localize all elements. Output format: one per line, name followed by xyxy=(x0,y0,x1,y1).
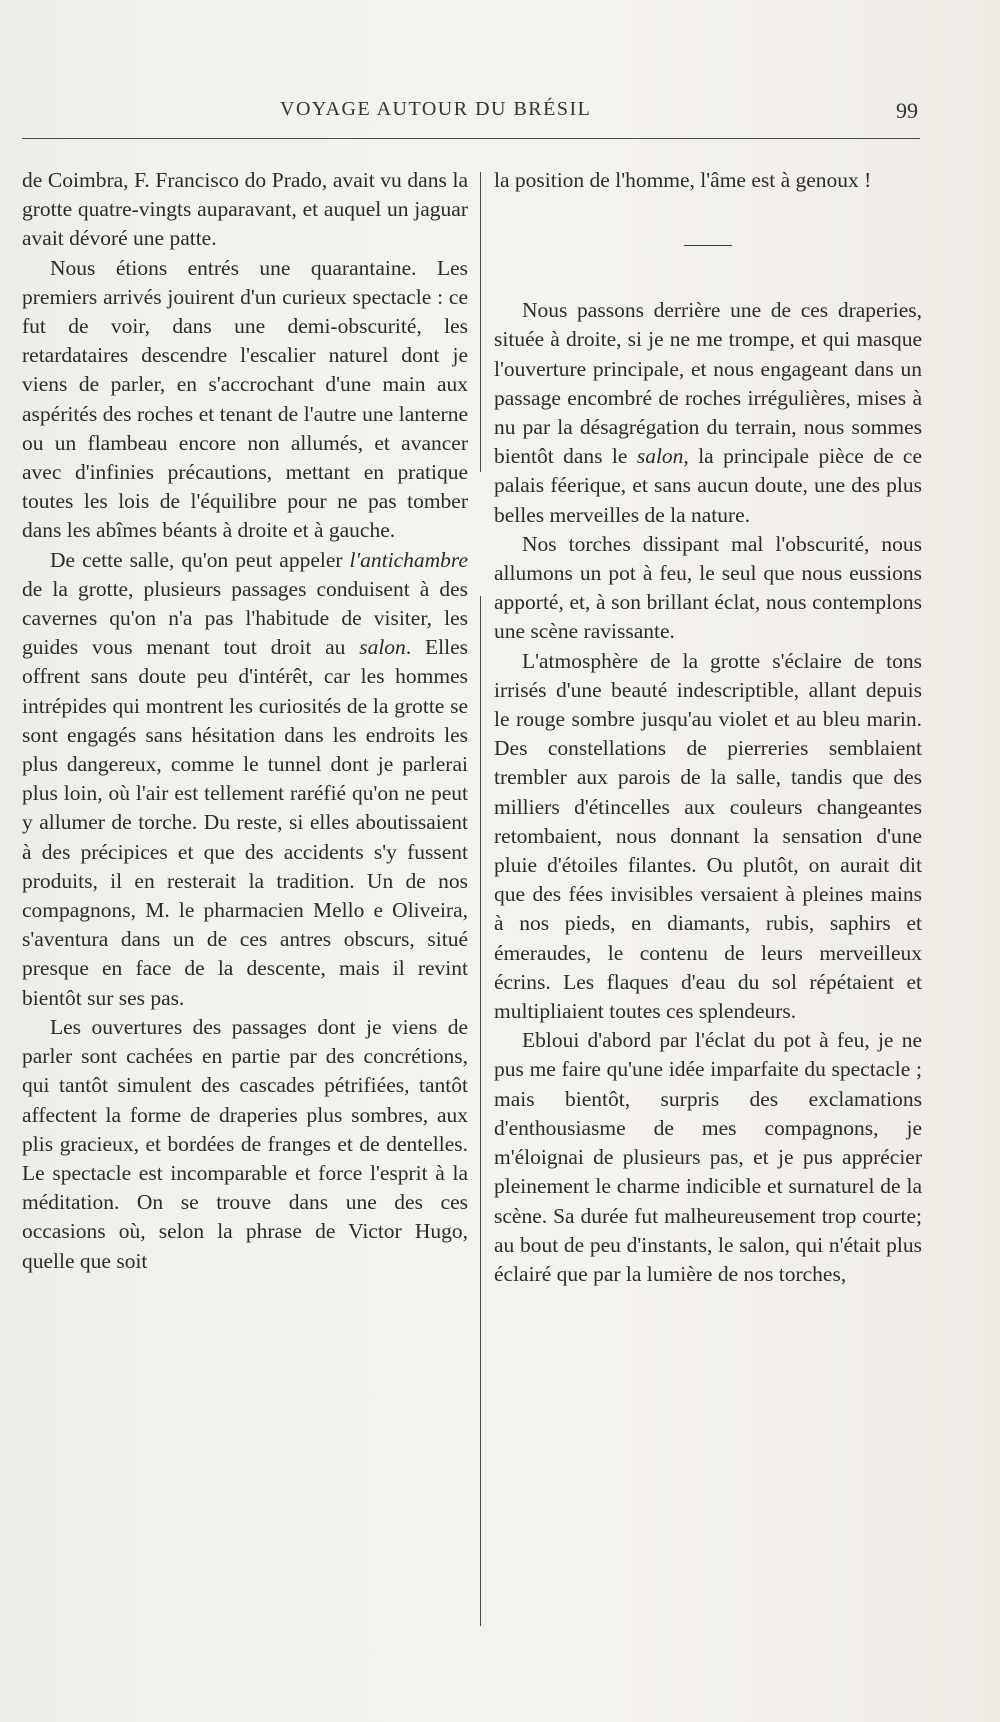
right-paragraph-2 xyxy=(494,296,922,530)
left-paragraph-3-part-c: . Elles offrent sans doute peu d'intérêt, car les hommes intrépides qui montrent les curiosités de la grotte se sont engagés sans hésitation dans les endroits les plus dangereux, comme le tunnel dont je parlerai plus loin, où l'air est tellement raréfié qu'on ne peut y allumer de torche. Du reste, si elles aboutissaient à des précipices et que des accidents s'y fussent produits, il en resterait la tradition. Un de nos compagnons, M. le pharmacien Mello e Oliveira, s'aventura dans un de ces antres obscurs, situé presque en face de la descente, mais il revint bientôt sur ses pas. xyxy=(22,635,468,1010)
running-title: VOYAGE AUTOUR DU BRÉSIL xyxy=(280,98,592,120)
antichambre-italic: l'antichambre xyxy=(349,547,468,572)
left-paragraph-1: de Coimbra, F. Francisco do Prado, avait vu dans la grotte quatre-vingts auparavant, et auquel un jaguar avait dévoré une patte. xyxy=(22,168,468,251)
right-column xyxy=(494,166,922,1289)
right-paragraph-2-part-a: Nous passons derrière une de ces draperies, située à droite, si je ne me trompe, et qui masque l'ouverture principale, et nous engageant dans un passage encombré de roches irrégulières, mises à nu par la désagrégation du terrain, nous sommes bientôt dans le xyxy=(494,298,922,469)
column-divider-top xyxy=(480,172,481,472)
salon-italic: salon xyxy=(359,635,406,660)
left-column xyxy=(22,166,468,1276)
right-paragraph-4: L'atmosphère de la grotte s'éclaire de tons irrisés d'une beauté indescriptible, allant depuis le rouge sombre jusqu'au violet et au bleu marin. Des constellations de pierreries semblaient trembler aux parois de la salle, tandis que des milliers d'étincelles aux couleurs changeantes retombaient, nous donnant la sensation d'une pluie d'étoiles filantes. Ou plutôt, on aurait dit que des fées invisibles versaient à pleines mains à nos pieds, en diamants, rubis, saphirs et émeraudes, le contenu de leurs merveilleux écrins. Les flaques d'eau du sol répétaient et multipliaient toutes ces splendeurs. xyxy=(494,648,922,1024)
column-divider-bottom xyxy=(480,596,481,1626)
left-paragraph-3-part-b: de la grotte, plusieurs passages conduisent à des cavernes qu'on n'a pas l'habitude de visiter, les guides vous menant tout droit au xyxy=(22,576,468,660)
page-number: 99 xyxy=(896,98,918,123)
section-break-rule xyxy=(684,245,732,246)
salon-italic-right: salon xyxy=(636,444,684,469)
left-paragraph-2: Nous étions entrés une quarantaine. Les premiers arrivés jouirent d'un curieux spectacle : ce fut de voir, dans une demi-obscurité, les retardataires descendre l'escalier naturel dont je viens de parler, en s'accrochant d'une main aux aspérités des roches et tenant de l'autre une lanterne ou un flambeau encore non allumés, et avancer avec d'infinies précautions, mettant en pratique toutes les lois de l'équilibre pour ne pas tomber dans les abîmes béants à droite et à gauche. xyxy=(22,255,468,543)
left-paragraph-3-part-a: De cette salle, qu'on peut appeler xyxy=(50,547,350,572)
left-paragraph-3 xyxy=(22,546,468,1013)
left-paragraph-4: Les ouvertures des passages dont je viens de parler sont cachées en partie par des concrétions, qui tantôt simulent des cascades pétrifiées, tantôt affectent la forme de draperies plus sombres, aux plis gracieux, et bordées de franges et de dentelles. Le spectacle est incomparable et force l'esprit à la méditation. On se trouve dans une des ces occasions où, selon la phrase de Victor Hugo, quelle que soit xyxy=(22,1014,468,1273)
right-paragraph-2-part-b: , la principale pièce de ce palais féerique, et sans aucun doute, une des plus belles merveilles de la nature. xyxy=(494,444,922,527)
right-paragraph-3: Nos torches dissipant mal l'obscurité, nous allumons un pot à feu, le seul que nous eussions apporté, et, à son brillant éclat, nous contemplons une scène ravissante. xyxy=(494,531,922,644)
header-rule xyxy=(22,138,920,139)
right-paragraph-5: Ebloui d'abord par l'éclat du pot à feu, je ne pus me faire qu'une idée imparfaite du spectacle ; mais bientôt, surpris des exclamations d'enthousiasme de mes compagnons, je m'éloignai de plusieurs pas, et je pus apprécier pleinement le charme indicible et surnaturel de la scène. Sa durée fut malheureusement trop courte; au bout de peu d'instants, le salon, qui n'était plus éclairé que par la lumière de nos torches, xyxy=(494,1028,922,1286)
running-head xyxy=(22,98,922,128)
right-paragraph-1: la position de l'homme, l'âme est à genoux ! xyxy=(494,168,872,192)
